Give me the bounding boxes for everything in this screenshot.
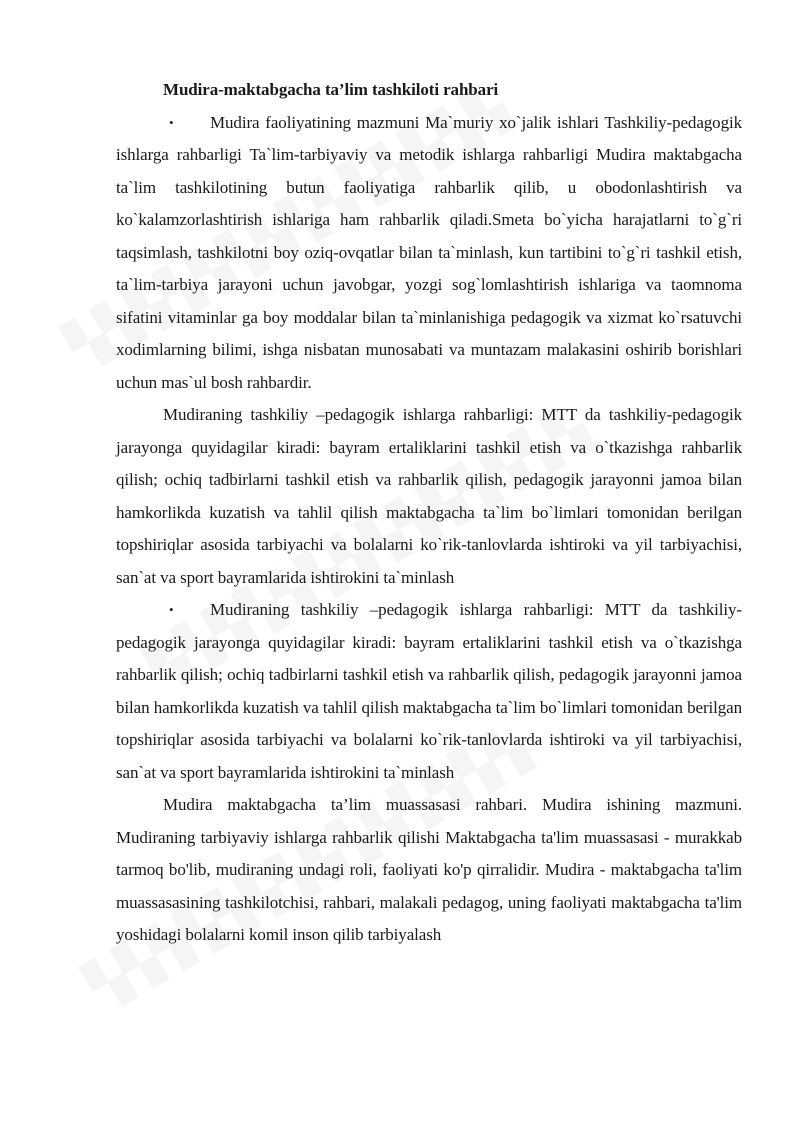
body-paragraph: [116, 789, 742, 952]
body-paragraph: [116, 399, 742, 594]
paragraph-text: Mudiraning tashkiliy –pedagogik ishlarga rahbarligi: MTT da tashkiliy-pedagogik jarayonga quyidagilar kiradi: bayram ertaliklarini tashkil etish va o`tkazishga rahbarlik qilish; ochiq tadbirlarni tashkil etish va rahbarlik qilish, pedagogik jarayonni jamoa bilan hamkorlikda kuzatish va tahlil qilish maktabgacha ta`lim bo`limlari tomonidan berilgan topshiriqlar asosida tarbiyachi va bolalarni ko`rik-tanlovlarda ishtiroki va yil tarbiyachisi, san`at va sport bayramlarida ishtirokini ta`minlash: [116, 405, 742, 587]
paragraph-text: Mudiraning tashkiliy –pedagogik ishlarga rahbarligi: MTT da tashkiliy-pedagogik jarayonga quyidagilar kiradi: bayram ertaliklarini tashkil etish va o`tkazishga rahbarlik qilish; ochiq tadbirlarni tashkil etish va rahbarlik qilish, pedagogik jarayonni jamoa bilan hamkorlikda kuzatish va tahlil qilish maktabgacha ta`lim bo`limlari tomonidan berilgan topshiriqlar asosida tarbiyachi va bolalarni ko`rik-tanlovlarda ishtiroki va yil tarbiyachisi, san`at va sport bayramlarida ishtirokini ta`minlash: [116, 600, 742, 782]
paragraph-text: Mudira maktabgacha ta’lim muassasasi rahbari. Mudira ishining mazmuni. Mudiraning tarbiyaviy ishlarga rahbarlik qilishi Maktabgacha ta'lim muassasasi - murakkab tarmoq bo'lib, mudiraning undagi roli, faoliyati ko'p qirralidir. Mudira - maktabgacha ta'lim muassasasining tashkilotchisi, rahbari, malakali pedagog, uning faoliyati maktabgacha ta'lim yoshidagi bolalarni komil inson qilib tarbiyalash: [116, 795, 742, 944]
document-body: [116, 74, 742, 952]
bullet-icon: •: [169, 114, 174, 130]
bullet-paragraph: [116, 107, 742, 400]
bullet-icon: •: [169, 602, 174, 617]
section-heading: Mudira-maktabgacha ta’lim tashkiloti rahbari: [163, 80, 499, 99]
bullet-paragraph: [116, 594, 742, 789]
paragraph-text: Mudira faoliyatining mazmuni Ma`muriy xo`jalik ishlari Tashkiliy-pedagogik ishlarga rahbarligi Ta`lim-tarbiyaviy va metodik ishlarga rahbarligi Mudira maktabgacha ta`lim tashkilotining butun faoliyatiga rahbarlik qilib, u obodonlashtirish va ko`kalamzorlashtirish ishlariga ham rahbarlik qiladi.Smeta bo`yicha harajatlarni to`g`ri taqsimlash, tashkilotni boy oziq-ovqatlar bilan ta`minlash, kun tartibini to`g`ri tashkil etish, ta`lim-tarbiya jarayoni uchun javobgar, yozgi sog`lomlashtirish ishlariga va taomnoma sifatini vitaminlar ga boy moddalar bilan ta`minlanishiga pedagogik va xizmat ko`rsatuvchi xodimlarning bilimi, ishga nisbatan munosabati va muntazam malakasini oshirib borishlari uchun mas`ul bosh rahbardir.: [116, 112, 742, 392]
